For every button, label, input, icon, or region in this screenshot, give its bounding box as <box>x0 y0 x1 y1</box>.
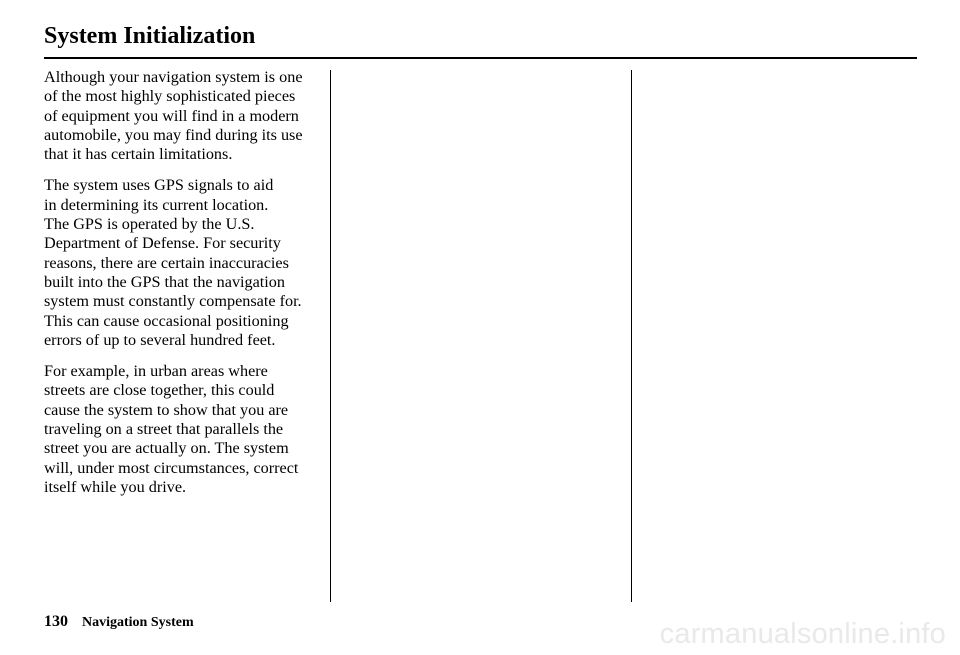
text-line: automobile, you may find during its use <box>44 125 303 144</box>
text-line: reasons, there are certain inaccuracies <box>44 253 289 272</box>
page-number: 130 <box>44 613 68 630</box>
text-column <box>44 68 322 509</box>
paragraph-1 <box>44 68 322 164</box>
footer-section-title: Navigation System <box>82 615 194 630</box>
text-line: traveling on a street that parallels the <box>44 420 284 439</box>
text-line: Although your navigation system is one <box>44 68 303 86</box>
text-line: will, under most circumstances, correct <box>44 458 299 477</box>
column-divider <box>631 70 632 602</box>
paragraph-3 <box>44 362 322 497</box>
text-line: This can cause occasional positioning <box>44 311 289 330</box>
text-line: street you are actually on. The system <box>44 439 289 458</box>
text-line: system must constantly compensate for. <box>44 292 302 311</box>
text-line: itself while you drive. <box>44 477 187 496</box>
text-line: Department of Defense. For security <box>44 234 281 253</box>
text-line: cause the system to show that you are <box>44 400 289 419</box>
text-line: that it has certain limitations. <box>44 145 233 164</box>
text-line: streets are close together, this could <box>44 381 275 400</box>
text-line: of equipment you will find in a modern <box>44 106 299 125</box>
paragraph-2 <box>44 176 322 350</box>
text-line: of the most highly sophisticated pieces <box>44 87 296 106</box>
column-divider <box>330 70 331 602</box>
text-line: For example, in urban areas where <box>44 362 268 381</box>
text-line: The GPS is operated by the U.S. <box>44 215 255 234</box>
watermark: carmanualsonline.info <box>659 618 946 650</box>
text-line: built into the GPS that the navigation <box>44 272 285 291</box>
text-line: The system uses GPS signals to aid <box>44 176 274 195</box>
page-title: System Initialization <box>44 23 256 49</box>
page-footer <box>44 612 194 633</box>
title-rule <box>44 57 917 59</box>
text-line: in determining its current location. <box>44 195 269 214</box>
text-line: errors of up to several hundred feet. <box>44 330 276 349</box>
